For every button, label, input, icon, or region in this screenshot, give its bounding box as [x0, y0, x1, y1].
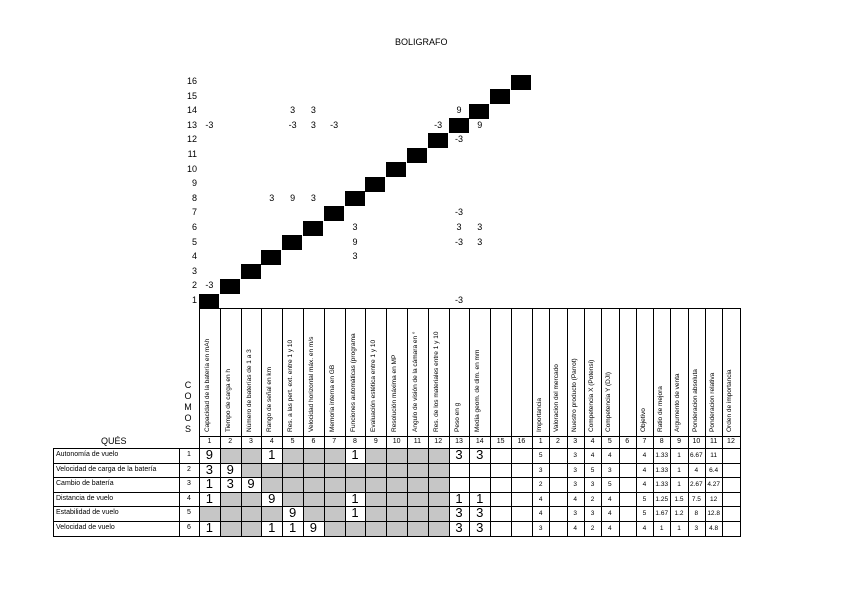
que-number: 3: [187, 480, 191, 488]
eval-number: 6: [625, 438, 630, 445]
relation-cell-shade: [408, 464, 428, 478]
que-number: 5: [187, 509, 191, 517]
relation-value: 9: [309, 520, 318, 535]
roof-row-label: 1: [191, 295, 197, 305]
relation-value: 1: [288, 520, 297, 535]
eval-value: 1: [677, 452, 681, 459]
roof-row-label: 14: [186, 105, 197, 116]
que-label: Cambio de batería: [56, 480, 114, 488]
roof-correlation-value: 9: [352, 236, 358, 247]
relation-cell-shade: [387, 464, 407, 478]
relation-cell-shade: [408, 493, 428, 507]
comos-letter: C: [184, 380, 192, 390]
eval-value: 6.4: [709, 466, 719, 474]
relation-cell-shade: [325, 522, 345, 536]
eval-value: 1: [677, 525, 681, 532]
relation-value: 1: [268, 520, 276, 535]
relation-cell-shade: [325, 464, 345, 478]
relation-cell-shade: [325, 449, 345, 463]
eval-value: 4: [642, 466, 647, 474]
relation-value: 9: [226, 461, 234, 477]
como-header: Capacidad de la batería en mAh: [204, 338, 211, 432]
relation-value: 1: [268, 447, 276, 462]
diagonal-square: [386, 162, 406, 177]
eval-value: 11: [710, 452, 718, 459]
relation-cell-shade: [387, 507, 407, 521]
roof-correlation-value: 3: [352, 251, 358, 262]
roof-row-label: 4: [191, 251, 197, 262]
relation-cell-shade: [200, 507, 220, 521]
diagonal-square: [261, 250, 281, 265]
comos-letter: M: [184, 402, 192, 412]
roof-row-label: 10: [186, 163, 197, 174]
eval-value: 4: [538, 495, 543, 503]
grid-line: [53, 448, 54, 537]
relation-cell-shade: [366, 478, 386, 492]
diagonal-square: [345, 191, 365, 206]
diagonal-square: [324, 206, 344, 221]
relation-cell-shade: [242, 449, 262, 463]
relation-cell-shade: [242, 464, 262, 478]
eval-header: Ponderacion relativa: [709, 372, 716, 432]
eval-header: Orden de importancia: [726, 369, 734, 432]
eval-number: 10: [692, 438, 701, 445]
eval-value: 7.5: [691, 495, 701, 503]
relation-cell-shade: [366, 522, 386, 536]
diagonal-square: [428, 133, 448, 148]
como-header: Media geom. de dim. en mm: [474, 349, 482, 432]
relation-cell-shade: [387, 493, 407, 507]
relation-value: 1: [205, 520, 214, 535]
eval-value: 1.33: [655, 481, 669, 489]
eval-value: 6.67: [690, 452, 703, 459]
roof-correlation-value: 3: [290, 105, 296, 116]
como-header: Velocidad horizontal máx. en m/s: [308, 336, 315, 432]
eval-value: 5: [642, 510, 647, 518]
como-header: Res. a las pert. ext. entre 1 y 10: [287, 339, 295, 432]
eval-value: 1.67: [655, 510, 669, 518]
roof-correlation-value: 9: [477, 119, 483, 130]
como-header: Ángulo de visión de la cámara en °: [412, 331, 419, 432]
roof-row-label: 16: [186, 76, 197, 86]
eval-number: 3: [573, 438, 578, 445]
como-number: 15: [496, 438, 505, 445]
eval-value: 3: [694, 525, 699, 532]
roof-row-label: 6: [191, 222, 197, 232]
diagonal-square: [220, 279, 240, 294]
eval-value: 1: [659, 525, 664, 532]
relation-cell-shade: [429, 449, 449, 463]
eval-header: Valoracion del mercado: [553, 364, 561, 432]
eval-value: 8: [694, 510, 699, 518]
que-label: Estabilidad de vuelo: [56, 509, 119, 517]
relation-value: 9: [288, 505, 297, 521]
relation-cell-shade: [221, 493, 241, 507]
roof-row-label: 5: [191, 236, 197, 247]
relation-value: 9: [205, 447, 214, 462]
diagonal-square: [449, 118, 469, 133]
relation-cell-shade: [304, 464, 324, 478]
relation-value: 1: [351, 505, 359, 521]
como-header: Res. de los materiales entre 1 y 10: [432, 331, 440, 432]
relation-value: 1: [351, 490, 359, 506]
como-number: 10: [392, 438, 401, 445]
relation-cell-shade: [408, 478, 428, 492]
eval-number: 5: [607, 438, 612, 445]
roof-correlation-value: 9: [456, 105, 462, 116]
roof-correlation-value: 3: [456, 222, 462, 232]
como-number: 5: [290, 438, 295, 445]
roof-row-label: 3: [191, 265, 197, 276]
como-number: 13: [455, 438, 463, 445]
eval-value: 4.8: [709, 525, 719, 532]
relation-cell-shade: [429, 464, 449, 478]
roof-row-label: 11: [187, 149, 197, 159]
relation-cell-shade: [262, 478, 282, 492]
como-number: 11: [413, 438, 422, 445]
como-header: Memoria interna en GB: [328, 364, 336, 432]
eval-value: 4: [608, 495, 612, 503]
diagonal-square: [199, 294, 219, 309]
diagonal-square: [490, 89, 510, 104]
que-label: Velocidad de vuelo: [56, 524, 115, 531]
roof-row-label: 13: [186, 119, 197, 130]
eval-number: 2: [555, 438, 560, 445]
relation-cell-shade: [408, 449, 428, 463]
roof-correlation-value: -3: [434, 119, 443, 130]
roof-correlation-value: 3: [310, 192, 316, 203]
que-number: 2: [187, 465, 191, 473]
eval-number: 4: [590, 438, 595, 445]
eval-value: 4: [573, 525, 578, 532]
relation-cell-shade: [325, 507, 345, 521]
relation-value: 3: [455, 520, 463, 535]
relation-cell-shade: [429, 507, 449, 521]
eval-header: Competencia Y (DJI): [605, 371, 613, 432]
eval-value: 2.67: [690, 481, 703, 489]
grid-line: [490, 308, 491, 537]
relation-cell-shade: [283, 478, 303, 492]
relation-cell-shade: [408, 522, 428, 536]
roof-correlation-value: 9: [290, 192, 296, 203]
eval-value: 5: [590, 466, 595, 474]
eval-value: 3: [590, 481, 595, 489]
como-number: 16: [517, 438, 526, 445]
eval-value: 5: [608, 481, 612, 489]
relation-cell-shade: [325, 478, 345, 492]
eval-header: Ratio de mejora: [657, 386, 665, 432]
como-number: 14: [475, 438, 484, 445]
diagonal-square: [365, 177, 385, 192]
eval-value: 5: [642, 495, 647, 503]
grid-line: [722, 308, 723, 537]
como-header: Resolución máxima en MP: [391, 354, 399, 432]
eval-header: Nuestro producto (Parrot): [570, 358, 578, 432]
eval-value: 1: [677, 466, 681, 474]
roof-correlation-value: -3: [205, 280, 214, 291]
roof-correlation-value: -3: [454, 295, 463, 305]
como-header: Peso en g: [453, 402, 461, 432]
relation-cell-shade: [346, 478, 366, 492]
eval-value: 4.27: [707, 481, 720, 489]
diagonal-square: [511, 75, 531, 90]
relation-cell-shade: [366, 449, 386, 463]
relation-value: 3: [226, 476, 234, 492]
relation-cell-shade: [242, 493, 262, 507]
roof-correlation-value: 3: [310, 105, 316, 116]
relation-cell-shade: [283, 449, 303, 463]
eval-header: Importancia: [536, 398, 543, 432]
eval-number: 12: [727, 438, 735, 445]
comos-letter: O: [184, 391, 192, 401]
como-number: 6: [311, 438, 316, 445]
como-number: 8: [353, 438, 357, 445]
eval-value: 4: [642, 525, 647, 532]
diagonal-square: [303, 221, 323, 236]
diagonal-square: [241, 264, 261, 279]
roof-correlation-value: 3: [477, 222, 483, 232]
que-label: Autonomía de vuelo: [56, 451, 119, 458]
relation-cell-shade: [366, 464, 386, 478]
eval-value: 4: [642, 452, 647, 459]
eval-header: Ponderacion absoluta: [691, 369, 699, 432]
que-label: Distancia de vuelo: [56, 494, 114, 502]
roof-row-label: 7: [191, 207, 197, 218]
grid-line: [740, 308, 741, 537]
eval-value: 4: [642, 481, 647, 489]
relation-cell-shade: [304, 507, 324, 521]
relation-cell-shade: [242, 522, 262, 536]
eval-value: 4: [608, 510, 612, 518]
relation-cell-shade: [366, 493, 386, 507]
eval-value: 3: [608, 466, 612, 474]
relation-cell-shade: [304, 493, 324, 507]
eval-number: 9: [677, 438, 681, 445]
relation-value: 1: [351, 447, 359, 462]
relation-cell-shade: [325, 493, 345, 507]
roof-correlation-value: 3: [477, 236, 483, 247]
relation-cell-shade: [221, 522, 241, 536]
eval-value: 2: [590, 525, 595, 532]
eval-value: 1.33: [655, 466, 669, 474]
roof-correlation-value: -3: [330, 119, 339, 130]
eval-value: 4: [694, 466, 699, 474]
como-number: 9: [373, 438, 378, 445]
roof-row-label: 12: [186, 134, 197, 145]
relation-cell-shade: [242, 507, 262, 521]
relation-cell-shade: [429, 493, 449, 507]
como-header: Tiempo de carga en h: [224, 369, 232, 432]
relation-cell-shade: [283, 464, 303, 478]
roof-row-label: 15: [186, 90, 197, 101]
como-header: Rango de señal en km: [266, 366, 274, 432]
eval-header: Argumento de venta: [674, 373, 682, 432]
relation-cell-shade: [408, 507, 428, 521]
diagonal-square: [282, 235, 302, 250]
eval-value: 3: [573, 481, 578, 489]
relation-value: 1: [205, 476, 214, 492]
eval-number: 7: [642, 438, 647, 445]
eval-value: 1.33: [655, 452, 669, 459]
diagonal-square: [407, 148, 427, 163]
relation-cell-shade: [387, 449, 407, 463]
eval-value: 3: [573, 466, 578, 474]
relation-cell-shade: [221, 507, 241, 521]
diagonal-square: [469, 104, 489, 119]
relation-cell-shade: [304, 478, 324, 492]
que-number: 4: [187, 494, 191, 502]
roof-correlation-value: -3: [454, 236, 463, 247]
relation-value: 3: [476, 505, 484, 521]
eval-value: 1.5: [674, 495, 684, 503]
roof-correlation-value: 3: [352, 222, 358, 232]
relation-value: 9: [268, 490, 276, 506]
relation-cell-shade: [262, 464, 282, 478]
eval-number: 8: [659, 438, 664, 445]
eval-value: 4: [573, 495, 578, 503]
como-number: 7: [332, 438, 337, 445]
relation-cell-shade: [429, 478, 449, 492]
relation-cell-shade: [387, 478, 407, 492]
relation-value: 1: [455, 490, 463, 506]
eval-number: 11: [710, 438, 718, 445]
roof-row-label: 8: [191, 192, 197, 203]
relation-cell-shade: [366, 507, 386, 521]
eval-value: 3: [538, 466, 543, 474]
como-number: 4: [269, 438, 274, 445]
eval-value: 12: [710, 495, 718, 503]
eval-value: 3: [573, 452, 578, 459]
eval-value: 1: [677, 481, 681, 489]
que-number: 6: [187, 524, 191, 531]
eval-value: 2: [538, 481, 543, 489]
relation-value: 3: [205, 461, 214, 477]
como-header: Número de baterías de 1 a 3: [245, 349, 253, 432]
eval-value: 3: [590, 510, 595, 518]
roof-correlation-value: 3: [310, 119, 316, 130]
grid-line: [619, 308, 620, 537]
relation-value: 3: [476, 447, 484, 462]
que-number: 1: [187, 451, 191, 458]
eval-value: 2: [590, 495, 595, 503]
roof-correlation-value: -3: [454, 134, 463, 145]
eval-value: 12.8: [707, 510, 720, 518]
relation-cell-shade: [283, 493, 303, 507]
relation-cell-shade: [221, 449, 241, 463]
eval-value: 1.2: [674, 510, 684, 518]
relation-cell-shade: [387, 522, 407, 536]
como-header: Funciones automáticas (programa: [349, 333, 357, 432]
como-header: Evaluación estética entre 1 y 10: [370, 339, 378, 432]
relation-cell-shade: [304, 449, 324, 463]
roof-correlation-value: -3: [205, 119, 214, 130]
page-title: BOLIGRAFO: [395, 37, 448, 47]
como-number: 3: [249, 438, 253, 445]
roof-row-label: 9: [191, 178, 197, 189]
como-number: 2: [228, 438, 233, 445]
relation-value: 3: [455, 447, 463, 462]
relation-value: 3: [455, 505, 463, 521]
relation-cell-shade: [429, 522, 449, 536]
roof-row-label: 2: [191, 280, 197, 291]
grid-line: [549, 308, 550, 537]
eval-number: 1: [538, 438, 543, 445]
relation-cell-shade: [262, 507, 282, 521]
eval-value: 3: [538, 525, 543, 532]
relation-value: 3: [476, 520, 484, 535]
eval-value: 4: [608, 452, 612, 459]
relation-cell-shade: [346, 464, 366, 478]
comos-letter: O: [184, 413, 192, 423]
eval-header: Competencia X (Potensi): [587, 359, 595, 432]
eval-value: 4: [608, 525, 612, 532]
roof-correlation-value: -3: [288, 119, 297, 130]
relation-value: 9: [247, 476, 255, 492]
roof-correlation-value: 3: [269, 192, 275, 203]
comos-letter: S: [184, 424, 191, 434]
como-number: 12: [434, 438, 443, 445]
relation-value: 1: [476, 490, 484, 506]
roof-correlation-value: -3: [454, 207, 463, 218]
eval-value: 5: [538, 452, 543, 459]
eval-value: 3: [573, 510, 578, 518]
eval-value: 4: [538, 510, 543, 518]
relation-value: 1: [205, 490, 214, 506]
relation-cell-shade: [346, 522, 366, 536]
eval-value: 1.25: [655, 495, 669, 503]
como-number: 1: [207, 438, 212, 445]
ques-label: QUÉS: [101, 436, 127, 446]
que-label: Velocidad de carga de la batería: [56, 465, 157, 473]
eval-header: Objetivo: [639, 408, 647, 432]
eval-value: 4: [590, 452, 595, 459]
grid-line: [511, 308, 512, 537]
